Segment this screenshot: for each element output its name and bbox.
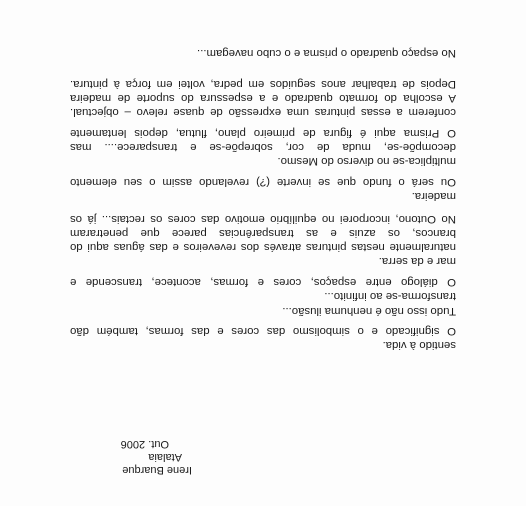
text-line: Ou será o fundo que se inverte (?) revelando assim o seu elemento: [70, 176, 456, 188]
text-line: decompõe-se, muda de cor, sobrepõe-se e transparece.... mas: [70, 141, 456, 153]
text-line: multiplica-se no diverso do Mesmo.: [277, 155, 456, 167]
text-line: transforma-se ao infinito...: [324, 290, 456, 302]
intro-line: No espaço quadrado o prisma e o cubo navegam...: [197, 47, 456, 59]
text-line: naturalmente nestas pinturas através dos reveveiros e das águas aqui do: [70, 241, 456, 253]
text-line: madeira.: [411, 190, 456, 202]
signature-place: Atalaia: [148, 451, 182, 463]
text-line: conferem a essas pinturas uma expressão de quase relevo – objectual.: [70, 106, 456, 118]
text-line: Depois de trabalhar anos seguidos em pedra, voltei em força à pintura.: [70, 78, 456, 90]
text-line: A escolha do formato quadrado e a espessura do suporte de madeira: [70, 92, 456, 104]
text-line: mar e da serra.: [378, 255, 456, 267]
text-line: No Outono, incorporei no equilíbrio emotivo das cores os rectais... já os: [70, 213, 456, 225]
text-line: Tudo isso não é nenhuma ilusão...: [282, 305, 456, 317]
text-line: O diálogo entre espaços, cores e formas, acontece, transcende e: [70, 276, 456, 288]
text-line: O significado e o simbolismo das cores e das formas, também dão: [70, 325, 456, 337]
text-line: O Prisma aqui é figura de primeiro plano, flutua, depois lentamente: [70, 127, 456, 139]
text-line: brancos, os azuis e as transparências parece que penetraram: [70, 227, 456, 239]
text-line: sentido à vida.: [382, 339, 456, 351]
signature-name: Irene Buarque: [122, 464, 192, 476]
signature-date: Out. 2006: [120, 438, 169, 450]
